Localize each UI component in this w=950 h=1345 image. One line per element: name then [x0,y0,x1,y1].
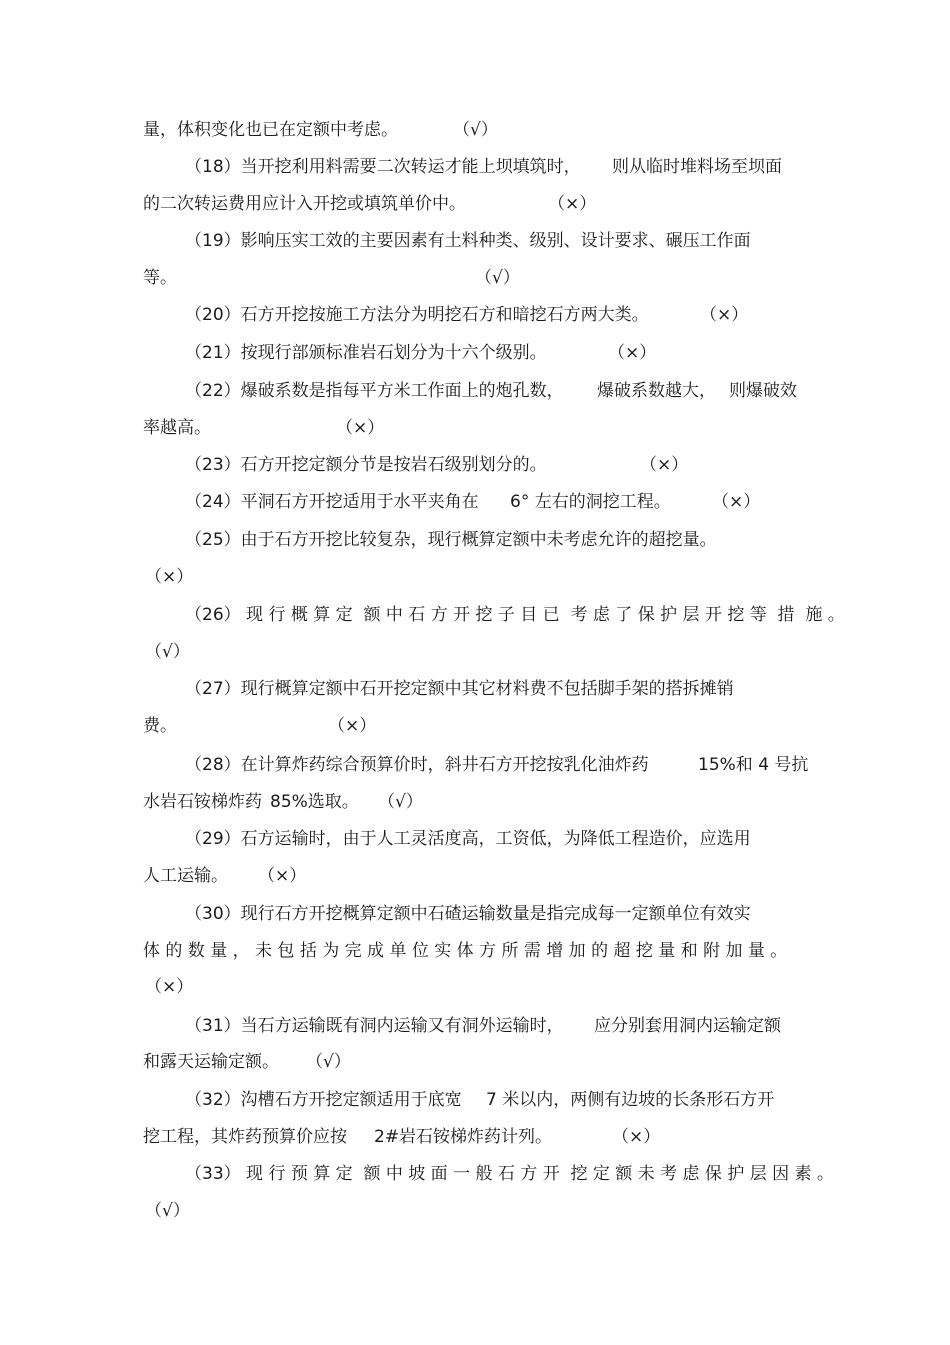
answer-mark: （×） [608,343,657,363]
text-segment: （20）石方开挖按施工方法分为明挖石方和暗挖石方两大类。 [185,305,649,325]
text-segment: （30）现行石方开挖概算定额中石碴运输数量是指完成每一定额单位有效实 [185,904,751,924]
text-line [0,750,950,780]
text-line [0,115,950,145]
answer-mark: （×） [145,567,194,587]
text-line [0,562,950,592]
text-segment: 的二次转运费用应计入开挖或填筑单价中。 [143,194,466,214]
text-segment: 水岩石铵梯炸药 [143,792,262,812]
text-line [0,338,950,368]
text-segment: 应分别套用洞内运输定额 [594,1016,781,1036]
text-segment: 2#岩石铵梯炸药计列。 [374,1127,553,1147]
answer-mark: （×） [612,1127,661,1147]
text-segment: 则从临时堆料场至坝面 [612,157,782,177]
answer-mark: （×） [328,716,377,736]
text-line [0,1159,950,1189]
text-segment: （26） 现 行 概 算 定 额 中 石 方 开 挖 子 目 已 考 虑 了 保 护 层 开 挖 等 措 施 。 [185,605,845,625]
text-segment: 等。 [143,268,177,288]
answer-mark: （×） [336,418,385,438]
text-line [0,263,950,293]
text-line [0,450,950,480]
answer-mark: （√） [453,120,498,140]
text-line [0,824,950,854]
text-segment: 85%选取。 [270,792,359,812]
text-segment: （27）现行概算定额中石开挖定额中其它材料费不包括脚手架的搭拆摊销 [185,679,734,699]
text-segment: 人工运输。 [143,866,228,886]
text-line [0,899,950,929]
text-line [0,972,950,1002]
text-segment: 15%和 4 号抗 [698,755,809,775]
text-segment: 率越高。 [143,418,211,438]
text-segment: 爆破系数越大， [597,381,716,401]
answer-mark: （×） [548,194,597,214]
text-segment: 则爆破效 [729,381,797,401]
text-segment: 体 的 数 量 ， 未 包 括 为 完 成 单 位 实 体 方 所 需 增 加 的 超 挖 量 和 附 加 量 。 [143,941,788,961]
answer-mark: （√） [378,792,423,812]
text-segment: （18）当开挖利用料需要二次转运才能上坝填筑时， [185,157,581,177]
text-line [0,674,950,704]
answer-mark: （×） [145,977,194,997]
text-segment: 6° 左右的洞挖工程。 [510,492,671,512]
answer-mark: （√） [475,268,520,288]
text-segment: （22）爆破系数是指每平方米工作面上的炮孔数， [185,381,564,401]
text-line [0,413,950,443]
text-line [0,487,950,517]
text-line [0,1085,950,1115]
text-line [0,861,950,891]
text-line [0,637,950,667]
text-line [0,1122,950,1152]
text-line [0,787,950,817]
text-segment: 挖工程，其炸药预算价应按 [143,1127,347,1147]
text-segment: （29）石方运输时，由于人工灵活度高，工资低，为降低工程造价，应选用 [185,829,751,849]
text-segment: （28）在计算炸药综合预算价时，斜井石方开挖按乳化油炸药 [185,755,649,775]
answer-mark: （×） [640,455,689,475]
text-line [0,1011,950,1041]
answer-mark: （×） [258,866,307,886]
text-segment: 7 米以内，两侧有边坡的长条形石方开 [486,1090,775,1110]
text-line [0,300,950,330]
text-line [0,189,950,219]
answer-mark: （×） [712,492,761,512]
answer-mark: （√） [145,1201,190,1221]
text-line [0,600,950,630]
answer-mark: （√） [145,642,190,662]
text-segment: 和露天运输定额。 [143,1052,279,1072]
text-segment: （31）当石方运输既有洞内运输又有洞外运输时， [185,1016,564,1036]
text-segment: （25）由于石方开挖比较复杂，现行概算定额中未考虑允许的超挖量。 [185,530,717,550]
text-line [0,376,950,406]
text-segment: 量，体积变化也已在定额中考虑。 [143,120,398,140]
text-segment: （23）石方开挖定额分节是按岩石级别划分的。 [185,455,547,475]
text-segment: （19）影响压实工效的主要因素有土料种类、级别、设计要求、碾压工作面 [185,231,751,251]
answer-mark: （√） [306,1052,351,1072]
text-line [0,936,950,966]
text-line [0,711,950,741]
text-segment: （32）沟槽石方开挖定额适用于底宽 [185,1090,462,1110]
text-segment: （24）平洞石方开挖适用于水平夹角在 [185,492,479,512]
text-segment: （33） 现 行 预 算 定 额 中 坡 面 一 般 石 方 开 挖 定 额 未 考 虑 保 护 层 因 素 。 [185,1164,834,1184]
text-line [0,525,950,555]
text-line [0,226,950,256]
text-line [0,152,950,182]
text-segment: （21）按现行部颁标准岩石划分为十六个级别。 [185,343,547,363]
text-line [0,1196,950,1226]
answer-mark: （×） [700,305,749,325]
text-segment: 费。 [143,716,177,736]
text-line [0,1047,950,1077]
